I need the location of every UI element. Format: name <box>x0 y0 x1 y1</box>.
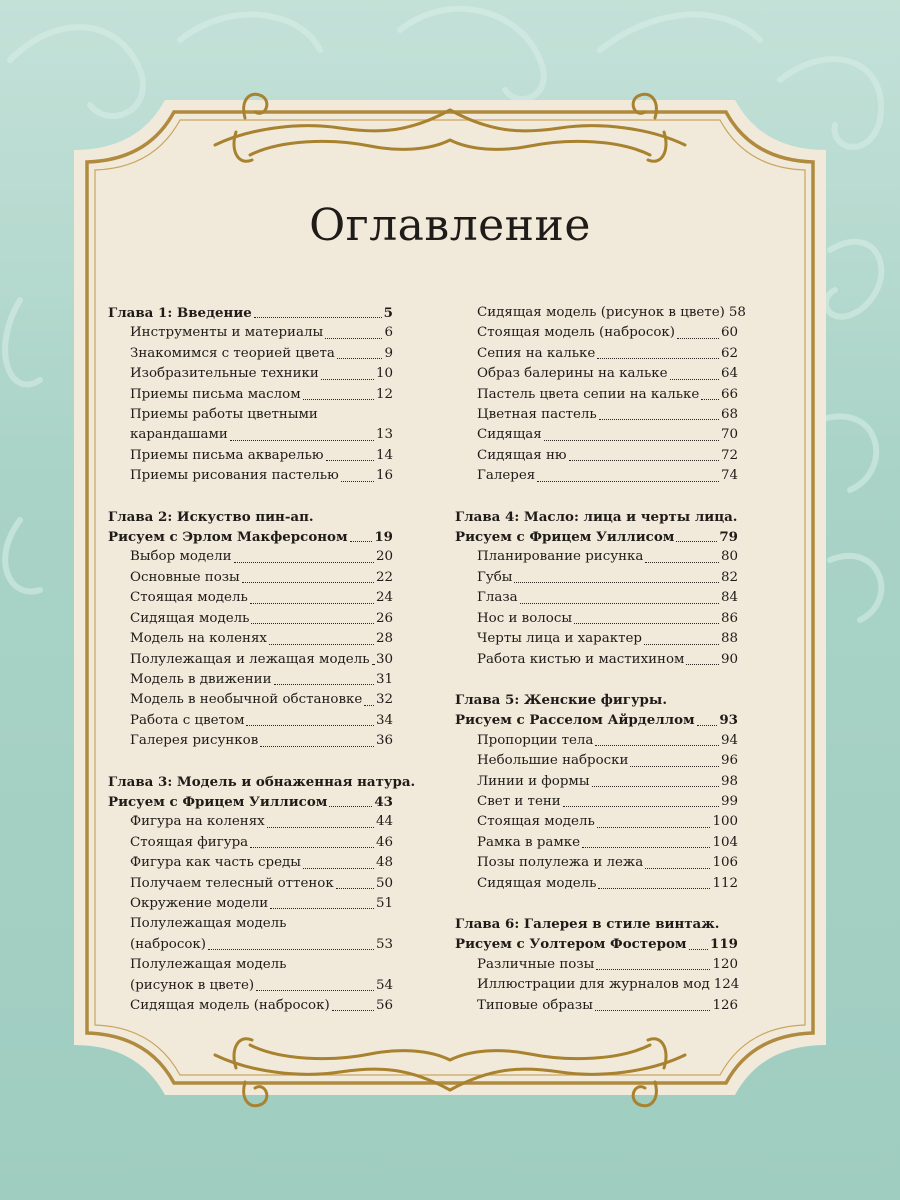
toc-entry[interactable] <box>455 364 738 384</box>
toc-page-number: 66 <box>720 386 738 402</box>
toc-entry-line1[interactable]: Полулежащая модель <box>130 916 287 932</box>
toc-entry-title: Рамка в рамке <box>477 834 581 850</box>
leader-dots <box>336 887 374 889</box>
leader-dots <box>598 887 710 889</box>
toc-page-number: 94 <box>720 732 738 748</box>
toc-entry-title: Сидящая ню <box>477 447 567 463</box>
leader-dots <box>582 846 710 848</box>
toc-page-number: 82 <box>720 569 738 585</box>
toc-entry[interactable] <box>108 425 393 445</box>
leader-dots <box>274 683 374 685</box>
toc-entry-title: Модель на коленях <box>130 631 267 647</box>
leader-dots <box>208 948 374 950</box>
toc-page-number: 98 <box>720 773 738 789</box>
leader-dots <box>256 989 374 991</box>
toc-entry[interactable] <box>108 833 393 853</box>
toc-entry-title: Стоящая модель <box>130 590 248 606</box>
toc-page-number: 34 <box>375 712 393 728</box>
leader-dots <box>670 378 719 380</box>
toc-page-number: 119 <box>710 936 738 953</box>
leader-dots <box>595 1009 711 1011</box>
toc-entry-title: Фигура на коленях <box>130 814 265 830</box>
toc-entry-title: Приемы рисования пастелью <box>130 468 339 484</box>
toc-entry[interactable] <box>108 690 393 710</box>
toc-chapter-4[interactable] <box>455 527 738 547</box>
leader-dots <box>269 643 374 645</box>
toc-entry[interactable] <box>455 446 738 466</box>
toc-entry[interactable] <box>455 996 738 1016</box>
toc-page-number: 70 <box>720 427 738 443</box>
toc-entry[interactable] <box>455 547 738 567</box>
toc-entry-line1[interactable]: Полулежащая модель <box>130 957 287 973</box>
toc-entry-title: Позы полулежа и лежа <box>477 855 644 871</box>
toc-entry[interactable] <box>455 425 738 445</box>
leader-dots <box>597 826 711 828</box>
toc-entry[interactable] <box>108 364 393 384</box>
leader-dots <box>645 561 719 563</box>
toc-page-number: 46 <box>375 834 393 850</box>
toc-page-number: 53 <box>375 936 393 952</box>
toc-entry-title: Нос и волосы <box>477 610 573 626</box>
toc-page-number: 22 <box>375 569 393 585</box>
toc-entry[interactable] <box>108 812 393 832</box>
toc-entry-title: Рисуем с Уолтером Фостером <box>455 936 687 953</box>
toc-entry-title: Работа с цветом <box>130 712 245 728</box>
toc-page-number: 88 <box>720 631 738 647</box>
leader-dots <box>520 602 719 604</box>
toc-entry[interactable] <box>455 792 738 812</box>
toc-page-number: 48 <box>375 855 393 871</box>
toc-entry[interactable] <box>108 874 393 894</box>
toc-left-column <box>108 303 416 1016</box>
toc-entry[interactable] <box>108 711 393 731</box>
toc-chapter-3[interactable] <box>108 792 393 812</box>
leader-dots <box>341 480 374 482</box>
toc-entry-title: Сидящая модель <box>130 610 250 626</box>
toc-entry-title: Планирование рисунка <box>477 549 644 565</box>
toc-entry[interactable] <box>455 405 738 425</box>
toc-page-number: 44 <box>375 814 393 830</box>
leader-dots <box>337 357 383 359</box>
leader-dots <box>246 724 373 726</box>
toc-entry-title: Сидящая модель <box>477 875 597 891</box>
leader-dots <box>364 704 374 706</box>
leader-dots <box>597 357 719 359</box>
toc-entry-title: Линии и формы <box>477 773 590 789</box>
leader-dots <box>251 622 374 624</box>
toc-entry-line1[interactable]: Приемы работы цветными <box>130 407 318 423</box>
leader-dots <box>270 907 374 909</box>
toc-entry-title: Глава 1: Введение <box>108 305 252 321</box>
toc-entry-title: Иллюстрации для журналов мод <box>477 977 710 993</box>
toc-entry[interactable] <box>108 935 393 955</box>
toc-page-number: 28 <box>375 631 393 647</box>
leader-dots <box>574 622 719 624</box>
leader-dots <box>329 805 372 807</box>
toc-entry-title: Цветная пастель <box>477 407 597 423</box>
toc-entry-title: Изобразительные техники <box>130 366 319 382</box>
toc-entry-title: Галерея рисунков <box>130 733 259 749</box>
toc-entry[interactable] <box>455 751 738 771</box>
toc-entry-title: Модель в необычной обстановке <box>130 692 363 708</box>
toc-entry[interactable] <box>455 955 738 975</box>
toc-entry[interactable] <box>108 547 393 567</box>
toc-entry-title: (рисунок в цвете) <box>130 977 255 993</box>
toc-entry[interactable] <box>108 568 393 588</box>
toc-entry-title: Типовые образы <box>477 997 593 1013</box>
leader-dots <box>267 826 374 828</box>
toc-page-number: 43 <box>374 793 393 810</box>
toc-page-number: 68 <box>720 407 738 423</box>
toc-page-number: 79 <box>719 529 738 546</box>
toc-entry[interactable] <box>455 772 738 792</box>
toc-entry-title: Пропорции тела <box>477 732 594 748</box>
toc-entry[interactable] <box>455 975 738 995</box>
leader-dots <box>596 968 710 970</box>
toc-chapter-2-title[interactable]: Глава 2: Искуство пин-ап. <box>108 508 314 525</box>
leader-dots <box>372 663 374 665</box>
toc-page-number: 64 <box>720 366 738 382</box>
toc-entry[interactable] <box>108 629 393 649</box>
toc-page-number: 99 <box>720 793 738 809</box>
toc-entry-title: Работа кистью и мастихином <box>477 651 685 667</box>
toc-entry-title: Рисуем с Эрлом Макферсоном <box>108 529 348 546</box>
toc-entry-title: Небольшие наброски <box>477 753 629 769</box>
leader-dots <box>332 1009 374 1011</box>
toc-chapter-6[interactable] <box>455 934 738 954</box>
toc-entry-title: карандашами <box>130 427 228 443</box>
toc-page-number: 51 <box>375 895 393 911</box>
toc-page-number: 104 <box>712 834 738 850</box>
leader-dots <box>234 561 374 563</box>
toc-page-number: 106 <box>712 855 738 871</box>
toc-entry[interactable] <box>108 894 393 914</box>
toc-chapter-4-title[interactable]: Глава 4: Масло: лица и черты лица. <box>455 508 738 525</box>
toc-entry[interactable] <box>455 874 738 894</box>
toc-page-number: 5 <box>383 305 393 321</box>
toc-entry-title: Рисуем с Фрицем Уиллисом <box>455 529 675 546</box>
toc-entry[interactable] <box>455 650 738 670</box>
toc-entry[interactable] <box>455 731 738 751</box>
toc-entry[interactable] <box>455 588 738 608</box>
toc-entry[interactable] <box>455 344 738 364</box>
leader-dots <box>325 337 382 339</box>
toc-entry-title: Стоящая фигура <box>130 834 249 850</box>
toc-page-number: 62 <box>720 345 738 361</box>
toc-page-number: 19 <box>374 529 393 546</box>
leader-dots <box>599 418 719 420</box>
leader-dots <box>326 459 374 461</box>
toc-page-number: 126 <box>712 997 738 1013</box>
toc-entry[interactable] <box>455 853 738 873</box>
toc-entry[interactable] <box>455 466 738 486</box>
toc-entry[interactable] <box>108 996 393 1016</box>
leader-dots <box>644 643 719 645</box>
toc-entry-title: Приемы письма акварелью <box>130 447 324 463</box>
toc-entry-title: Сидящая модель (набросок) <box>130 998 330 1013</box>
toc-page-number: 31 <box>375 671 393 687</box>
toc-page-number: 30 <box>375 651 393 667</box>
toc-page-number: 13 <box>375 427 393 443</box>
toc-chapter-5[interactable] <box>455 710 738 730</box>
leader-dots <box>514 581 718 583</box>
toc-page-number: 96 <box>720 753 738 769</box>
leader-dots <box>250 846 374 848</box>
toc-entry-title: Свет и тени <box>477 793 561 809</box>
toc-entry[interactable] <box>455 385 738 405</box>
leader-dots <box>569 459 719 461</box>
toc-entry[interactable] <box>108 323 393 343</box>
toc-chapter-2[interactable] <box>108 527 393 547</box>
toc-page-number: 124 <box>713 977 740 993</box>
toc-page-number: 24 <box>375 590 393 606</box>
toc-entry-title: Сепия на кальке <box>477 345 596 361</box>
toc-entry-title: Рисуем с Фрицем Уиллисом <box>108 793 328 810</box>
toc-entry-title: Черты лица и характер <box>477 631 642 647</box>
leader-dots <box>630 765 718 767</box>
leader-dots <box>701 398 719 400</box>
toc-entry[interactable] <box>455 303 746 323</box>
leader-dots <box>254 316 382 318</box>
toc-entry-title: Знакомимся с теорией цвета <box>130 345 335 361</box>
toc-page-number: 74 <box>720 468 738 484</box>
leader-dots <box>230 439 374 441</box>
toc-entry[interactable] <box>455 833 738 853</box>
leader-dots <box>689 948 709 950</box>
toc-page-number: 26 <box>375 610 393 626</box>
toc-entry-title: Модель в движении <box>130 671 272 687</box>
toc-page-number: 56 <box>375 998 393 1013</box>
toc-chapter-5-title[interactable]: Глава 5: Женские фигуры. <box>455 691 667 708</box>
toc-entry-title: Образ балерины на кальке <box>477 366 668 382</box>
leader-dots <box>563 805 719 807</box>
toc-page-number: 16 <box>375 468 393 484</box>
toc-entry-title: Галерея <box>477 468 536 484</box>
toc-entry-title: Различные позы <box>477 956 595 972</box>
leader-dots <box>697 724 718 726</box>
toc-entry-title: Рисуем с Расселом Айрделлом <box>455 712 695 729</box>
toc-entry-title: Фигура как часть среды <box>130 855 301 871</box>
toc-entry-title: Сидящая <box>477 427 542 443</box>
toc-page-number: 100 <box>712 814 738 830</box>
toc-entry-title: Губы <box>477 569 513 585</box>
toc-entry[interactable] <box>108 731 393 751</box>
toc-entry[interactable] <box>108 588 393 608</box>
leader-dots <box>303 867 374 869</box>
toc-page-number: 84 <box>720 590 738 606</box>
toc-entry[interactable] <box>455 323 738 343</box>
toc-entry-title: Приемы письма маслом <box>130 386 301 402</box>
leader-dots <box>676 540 717 542</box>
toc-entry[interactable] <box>108 385 393 405</box>
toc-chapter-3-title[interactable]: Глава 3: Модель и обнаженная натура. <box>108 773 416 790</box>
toc-entry[interactable] <box>455 812 738 832</box>
toc-page-number: 60 <box>720 325 738 341</box>
leader-dots <box>595 744 719 746</box>
toc-page-number: 80 <box>720 549 738 565</box>
toc-entry[interactable] <box>108 976 393 996</box>
toc-right-column <box>455 303 746 1016</box>
toc-page-number: 6 <box>384 325 393 341</box>
toc-page-number: 50 <box>375 875 393 891</box>
toc-page-number: 58 <box>728 305 746 320</box>
toc-page-number: 14 <box>375 447 393 463</box>
leader-dots <box>242 581 374 583</box>
toc-page-number: 54 <box>375 977 393 993</box>
leader-dots <box>250 602 374 604</box>
leader-dots <box>686 663 718 665</box>
toc-page-number: 112 <box>712 875 738 891</box>
toc-entry-title: Инструменты и материалы <box>130 325 324 341</box>
toc-page-number: 86 <box>720 610 738 626</box>
toc-entry-title: Окружение модели <box>130 895 269 911</box>
leader-dots <box>677 337 719 339</box>
toc-page-number: 32 <box>375 692 393 708</box>
toc-entry-title: Пастель цвета сепии на кальке <box>477 386 700 402</box>
toc-page-number: 10 <box>375 366 393 382</box>
leader-dots <box>350 540 373 542</box>
toc-page-number: 9 <box>384 345 393 361</box>
toc-entry[interactable] <box>108 446 393 466</box>
toc-page-number: 36 <box>375 733 393 749</box>
toc-page-number: 72 <box>720 447 738 463</box>
toc-entry-title: Получаем телесный оттенок <box>130 875 334 891</box>
toc-entry[interactable] <box>455 609 738 629</box>
toc-entry[interactable] <box>455 629 738 649</box>
page-title: Оглавление <box>309 200 591 251</box>
toc-page-number: 90 <box>720 651 738 667</box>
toc-entry[interactable] <box>108 609 393 629</box>
leader-dots <box>303 398 374 400</box>
toc-entry-title: (набросок) <box>130 936 206 952</box>
toc-entry-title: Основные позы <box>130 569 240 585</box>
toc-entry-title: Стоящая модель <box>477 814 595 830</box>
leader-dots <box>321 378 374 380</box>
toc-entry[interactable] <box>455 568 738 588</box>
leader-dots <box>260 745 374 747</box>
toc-page-number: 120 <box>712 956 738 972</box>
toc-entry-title: Сидящая модель (рисунок в цвете) <box>477 305 725 320</box>
leader-dots <box>537 480 719 482</box>
toc-entry-title: Выбор модели <box>130 549 232 565</box>
toc-entry-title: Стоящая модель (набросок) <box>477 325 675 341</box>
toc-entry[interactable] <box>108 650 393 670</box>
toc-entry-title: Глаза <box>477 590 518 606</box>
toc-page-number: 93 <box>719 712 738 729</box>
leader-dots <box>645 867 710 869</box>
toc-entry[interactable] <box>108 344 393 364</box>
leader-dots <box>544 439 719 441</box>
toc-page-number: 20 <box>375 549 393 565</box>
toc-chapter-1[interactable] <box>108 303 393 323</box>
leader-dots <box>592 785 719 787</box>
toc-chapter-6-title[interactable]: Глава 6: Галерея в стиле винтаж. <box>455 915 720 932</box>
toc-entry[interactable] <box>108 853 393 873</box>
toc-entry[interactable] <box>108 670 393 690</box>
toc-page-number: 12 <box>375 386 393 402</box>
toc-entry-title: Полулежащая и лежащая модель <box>130 651 370 667</box>
toc-entry[interactable] <box>108 466 393 486</box>
